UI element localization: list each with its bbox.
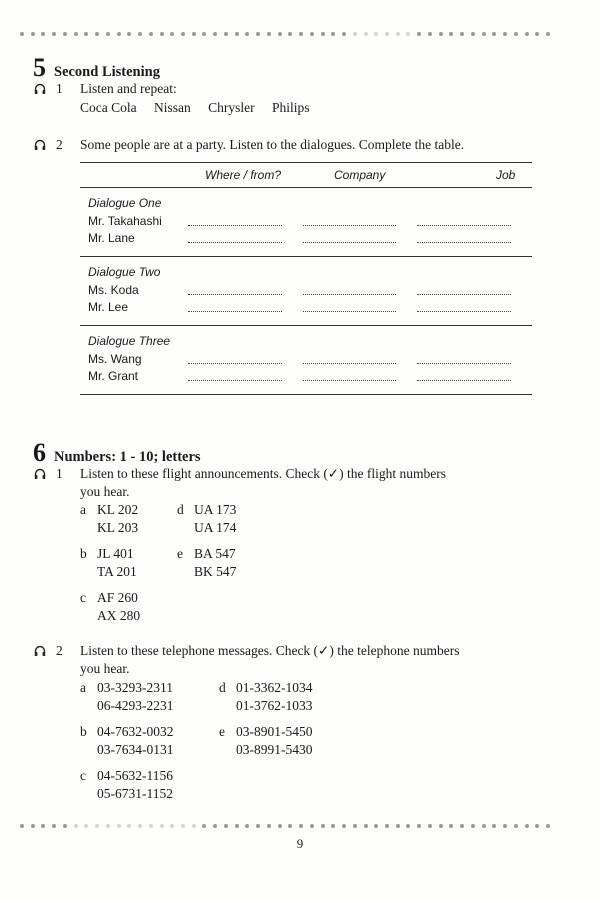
headphones-icon — [34, 139, 46, 151]
rule-dot — [127, 32, 131, 36]
rule-dot — [321, 824, 325, 828]
exercise-6-1 — [34, 465, 520, 501]
section-6-heading — [33, 440, 201, 466]
section-number: 5 — [33, 53, 46, 82]
rule-dot — [353, 32, 357, 36]
rule-dot — [95, 32, 99, 36]
rule-dot — [213, 824, 217, 828]
where-from-blank[interactable] — [188, 302, 282, 312]
rule-dot — [385, 32, 389, 36]
job-blank[interactable] — [417, 233, 511, 243]
rule-dot — [396, 32, 400, 36]
where-from-blank[interactable] — [188, 233, 282, 243]
section-title: Numbers: 1 - 10; letters — [54, 449, 201, 465]
rule-dot — [52, 32, 56, 36]
rule-dot — [482, 32, 486, 36]
table-row — [80, 350, 532, 367]
option-value[interactable]: 03-8991-5430 — [236, 742, 313, 757]
headphones-icon — [34, 83, 46, 95]
where-from-blank[interactable] — [188, 354, 282, 364]
table-row — [80, 367, 532, 384]
option-label: d — [219, 680, 226, 695]
option-label: c — [80, 768, 86, 783]
rule-dot — [374, 824, 378, 828]
section-number: 6 — [33, 438, 46, 467]
rule-dot — [546, 32, 550, 36]
rule-dot — [235, 32, 239, 36]
header-job: Job — [496, 168, 516, 182]
job-blank[interactable] — [417, 216, 511, 226]
rule-dot — [20, 824, 24, 828]
option-value[interactable]: TA 201 — [97, 564, 137, 579]
rule-dot — [63, 824, 67, 828]
rule-dot — [256, 824, 260, 828]
company-blank[interactable] — [303, 371, 397, 381]
rule-dot — [503, 824, 507, 828]
rule-dot — [299, 824, 303, 828]
rule-dot — [256, 32, 260, 36]
rule-dot — [471, 32, 475, 36]
option-label: e — [177, 546, 183, 561]
option-value[interactable]: KL 202 — [97, 502, 139, 517]
rule-dot — [406, 32, 410, 36]
option-label: c — [80, 590, 86, 605]
rule-dot — [20, 32, 24, 36]
rule-dot — [331, 824, 335, 828]
rule-dot — [245, 32, 249, 36]
rule-dot — [160, 32, 164, 36]
brand-item: Nissan — [154, 100, 191, 115]
rule-dot — [449, 824, 453, 828]
rule-dot — [331, 32, 335, 36]
exercise-instruction: Listen and repeat: — [80, 81, 177, 96]
job-blank[interactable] — [417, 302, 511, 312]
person-name: Mr. Grant — [88, 368, 139, 383]
rule-dot — [492, 32, 496, 36]
rule-dot — [396, 824, 400, 828]
option-label: a — [80, 502, 86, 517]
brand-item: Coca Cola — [80, 100, 137, 115]
company-blank[interactable] — [303, 302, 397, 312]
rule-dot — [235, 824, 239, 828]
section-title: Second Listening — [54, 64, 160, 80]
option-value[interactable]: UA 174 — [194, 520, 237, 535]
top-dotted-rule — [20, 32, 550, 38]
rule-dot — [417, 824, 421, 828]
rule-dot — [364, 32, 368, 36]
rule-dot — [535, 32, 539, 36]
dialogue-group — [80, 188, 532, 256]
dialogue-name: Dialogue Two — [88, 265, 161, 279]
rule-dot — [138, 32, 142, 36]
table-row — [80, 212, 532, 229]
option-value[interactable]: 03-3293-2311 — [97, 680, 173, 695]
exercise-instruction-cont: you hear. — [80, 484, 130, 499]
rule-dot — [202, 824, 206, 828]
rule-dot — [117, 32, 121, 36]
exercise-6-2 — [34, 642, 550, 678]
rule-dot — [310, 824, 314, 828]
table-row — [80, 281, 532, 298]
table-row — [80, 229, 532, 246]
option-value[interactable]: KL 203 — [97, 520, 139, 535]
option-value[interactable]: AX 280 — [97, 608, 141, 623]
rule-dot — [149, 32, 153, 36]
exercise-5-1 — [34, 80, 520, 98]
rule-dot — [224, 32, 228, 36]
exercise-5-2 — [34, 136, 550, 154]
option-value[interactable]: 04-7632-0032 — [97, 724, 174, 739]
rule-dot — [310, 32, 314, 36]
rule-dot — [267, 32, 271, 36]
person-name: Mr. Takahashi — [88, 213, 162, 228]
option-label: b — [80, 724, 87, 739]
rule-dot — [514, 32, 518, 36]
rule-dot — [106, 32, 110, 36]
rule-dot — [213, 32, 217, 36]
company-blank[interactable] — [303, 285, 397, 295]
rule-dot — [482, 824, 486, 828]
rule-dot — [288, 32, 292, 36]
exercise-number: 1 — [56, 466, 63, 481]
rule-dot — [170, 32, 174, 36]
rule-dot — [439, 32, 443, 36]
rule-dot — [525, 824, 529, 828]
person-name: Mr. Lane — [88, 230, 135, 245]
rule-dot — [449, 32, 453, 36]
brand-item: Philips — [272, 100, 310, 115]
option-value[interactable]: 04-5632-1156 — [97, 768, 173, 783]
rule-dot — [41, 824, 45, 828]
rule-dot — [471, 824, 475, 828]
exercise-number: 2 — [56, 137, 63, 152]
option-value[interactable]: 01-3362-1034 — [236, 680, 313, 695]
headphones-icon — [34, 645, 46, 657]
company-blank[interactable] — [303, 233, 397, 243]
rule-dot — [74, 32, 78, 36]
dialogue-name: Dialogue Three — [88, 334, 171, 348]
company-blank[interactable] — [303, 354, 397, 364]
rule-dot — [41, 32, 45, 36]
rule-dot — [149, 824, 153, 828]
rule-dot — [353, 824, 357, 828]
rule-dot — [406, 824, 410, 828]
rule-dot — [52, 824, 56, 828]
rule-dot — [192, 824, 196, 828]
rule-dot — [342, 32, 346, 36]
option-value[interactable]: JL 401 — [97, 546, 134, 561]
rule-dot — [492, 824, 496, 828]
option-label: a — [80, 680, 86, 695]
table-row — [80, 298, 532, 315]
person-name: Ms. Koda — [88, 282, 139, 297]
rule-dot — [364, 824, 368, 828]
where-from-blank[interactable] — [188, 285, 282, 295]
rule-dot — [95, 824, 99, 828]
dialogue-group — [80, 257, 532, 325]
rule-dot — [514, 824, 518, 828]
option-value[interactable]: 03-7634-0131 — [97, 742, 174, 757]
rule-dot — [460, 824, 464, 828]
rule-dot — [278, 824, 282, 828]
rule-dot — [428, 824, 432, 828]
exercise-instruction: Listen to these flight announcements. Check (✓) the flight numbers — [80, 466, 446, 481]
company-blank[interactable] — [303, 216, 397, 226]
job-blank[interactable] — [417, 285, 511, 295]
party-table — [80, 162, 532, 395]
header-company: Company — [334, 168, 386, 182]
where-from-blank[interactable] — [188, 371, 282, 381]
table-header — [80, 163, 532, 187]
table-rule — [80, 394, 532, 395]
where-from-blank[interactable] — [188, 216, 282, 226]
rule-dot — [546, 824, 550, 828]
rule-dot — [342, 824, 346, 828]
rule-dot — [299, 32, 303, 36]
brand-item: Chrysler — [208, 100, 255, 115]
person-name: Mr. Lee — [88, 299, 129, 314]
rule-dot — [181, 824, 185, 828]
rule-dot — [321, 32, 325, 36]
job-blank[interactable] — [417, 354, 511, 364]
option-value[interactable]: BK 547 — [194, 564, 237, 579]
rule-dot — [288, 824, 292, 828]
rule-dot — [138, 824, 142, 828]
brand-list — [80, 100, 324, 116]
rule-dot — [525, 32, 529, 36]
option-label: b — [80, 546, 87, 561]
option-value[interactable]: 05-6731-1152 — [97, 786, 173, 801]
headphones-icon — [34, 468, 46, 480]
rule-dot — [428, 32, 432, 36]
header-where-from: Where / from? — [205, 168, 282, 182]
rule-dot — [202, 32, 206, 36]
option-value[interactable]: 03-8901-5450 — [236, 724, 313, 739]
rule-dot — [170, 824, 174, 828]
option-value[interactable]: 06-4293-2231 — [97, 698, 174, 713]
rule-dot — [267, 824, 271, 828]
rule-dot — [160, 824, 164, 828]
exercise-number: 2 — [56, 643, 63, 658]
option-value[interactable]: BA 547 — [194, 546, 236, 561]
rule-dot — [278, 32, 282, 36]
dialogue-group — [80, 326, 532, 394]
rule-dot — [127, 824, 131, 828]
rule-dot — [374, 32, 378, 36]
section-5-heading — [33, 55, 160, 81]
job-blank[interactable] — [417, 371, 511, 381]
rule-dot — [417, 32, 421, 36]
option-label: e — [219, 724, 225, 739]
rule-dot — [224, 824, 228, 828]
page-number: 9 — [296, 836, 304, 851]
rule-dot — [503, 32, 507, 36]
rule-dot — [439, 824, 443, 828]
rule-dot — [31, 32, 35, 36]
option-value[interactable]: AF 260 — [97, 590, 138, 605]
exercise-instruction-cont: you hear. — [80, 661, 130, 676]
rule-dot — [84, 824, 88, 828]
rule-dot — [74, 824, 78, 828]
rule-dot — [535, 824, 539, 828]
rule-dot — [192, 32, 196, 36]
dialogue-name: Dialogue One — [88, 196, 162, 210]
bottom-dotted-rule — [20, 824, 550, 830]
option-value[interactable]: UA 173 — [194, 502, 237, 517]
rule-dot — [117, 824, 121, 828]
option-value[interactable]: 01-3762-1033 — [236, 698, 313, 713]
rule-dot — [84, 32, 88, 36]
rule-dot — [385, 824, 389, 828]
exercise-instruction: Listen to these telephone messages. Check (✓) the telephone numbers — [80, 643, 460, 658]
rule-dot — [63, 32, 67, 36]
rule-dot — [31, 824, 35, 828]
rule-dot — [106, 824, 110, 828]
rule-dot — [181, 32, 185, 36]
rule-dot — [460, 32, 464, 36]
person-name: Ms. Wang — [88, 351, 142, 366]
exercise-number: 1 — [56, 81, 63, 96]
rule-dot — [245, 824, 249, 828]
exercise-instruction: Some people are at a party. Listen to the dialogues. Complete the table. — [80, 137, 465, 152]
option-label: d — [177, 502, 184, 517]
